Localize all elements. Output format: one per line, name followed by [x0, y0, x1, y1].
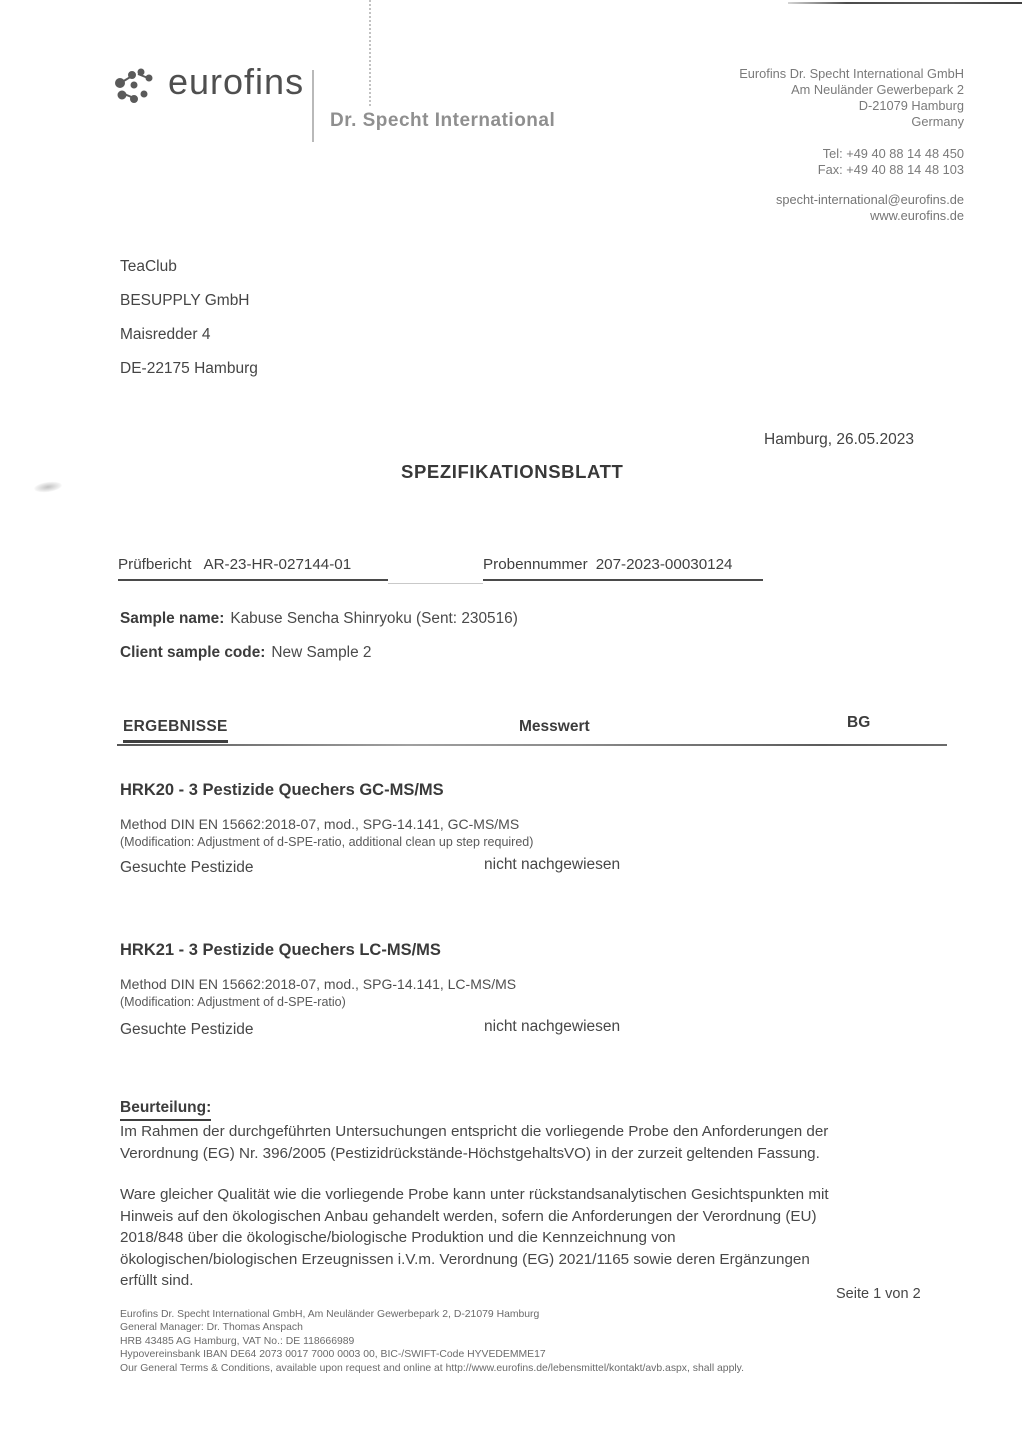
- scan-artifact-top-line: [788, 2, 1022, 4]
- recipient-line: BESUPPLY GmbH: [120, 292, 250, 309]
- logo-divider: [312, 70, 314, 142]
- results-header-rule: [117, 744, 947, 746]
- assessment-paragraph-2: [120, 1184, 829, 1292]
- footer-fine-print: [120, 1308, 744, 1375]
- scan-artifact-smudge: [33, 480, 62, 494]
- assessment-heading: Beurteilung:: [120, 1099, 211, 1121]
- probennummer-number: 207-2023-00030124: [595, 556, 733, 573]
- analyte-label: Gesuchte Pestizide: [120, 859, 254, 876]
- company-phone-block: [818, 146, 964, 178]
- method-modification: (Modification: Adjustment of d-SPE-ratio): [120, 995, 346, 1009]
- results-column-messwert: Messwert: [519, 718, 590, 735]
- recipient-line: TeaClub: [120, 258, 177, 275]
- method-modification: (Modification: Adjustment of d-SPE-ratio, additional clean up step required): [120, 835, 534, 849]
- assessment-line: Ware gleicher Qualität wie die vorliegende Probe kann unter rückstandsanalytischen Gesichtspunkten mit: [120, 1186, 829, 1203]
- results-column-ergebnisse: ERGEBNISSE: [123, 718, 228, 743]
- result-value: nicht nachgewiesen: [484, 856, 621, 873]
- assessment-line: Verordnung (EG) Nr. 396/2005 (Pestizidrückstände-HöchstgehaltsVO) in der zurzeit geltenden Fassung.: [120, 1144, 820, 1162]
- logo-wordmark: eurofins: [168, 61, 305, 102]
- company-email: specht-international@eurofins.de: [776, 192, 964, 207]
- company-address-block: [739, 66, 964, 130]
- assessment-paragraph-1: [120, 1121, 828, 1164]
- pruefbericht-field: [118, 556, 388, 581]
- recipient-address: [120, 250, 258, 386]
- company-website: www.eurofins.de: [870, 208, 964, 223]
- probennummer-label: Probennummer: [483, 556, 588, 573]
- method-reference: Method DIN EN 15662:2018-07, mod., SPG-14.141, LC-MS/MS: [120, 976, 517, 992]
- client-sample-code-label: Client sample code:: [120, 644, 266, 661]
- analyte-label: Gesuchte Pestizide: [120, 1021, 254, 1038]
- company-contact-block: [776, 192, 964, 224]
- sample-name-label: Sample name:: [120, 610, 225, 627]
- pruefbericht-number: AR-23-HR-027144-01: [203, 556, 352, 573]
- assessment-line: ökologischen/biologischen Erzeugnissen i.V.m. Verordnung (EG) 2021/1165 sowie deren Ergänzungen: [120, 1250, 810, 1268]
- footer-line: HRB 43485 AG Hamburg, VAT No.: DE 118666989: [120, 1335, 355, 1347]
- footer-line: Hypovereinsbank IBAN DE64 2073 0017 7000 0003 00, BIC-/SWIFT-Code HYVEDEMME17: [120, 1349, 546, 1361]
- company-country: Germany: [911, 114, 964, 129]
- result-value: nicht nachgewiesen: [484, 1018, 621, 1035]
- method-section-heading: HRK20 - 3 Pestizide Quechers GC-MS/MS: [120, 781, 444, 799]
- recipient-line: DE-22175 Hamburg: [120, 360, 258, 377]
- scan-artifact-faint-line: [388, 583, 483, 584]
- company-name: Eurofins Dr. Specht International GmbH: [739, 66, 964, 81]
- footer-line: Eurofins Dr. Specht International GmbH, Am Neuländer Gewerbepark 2, D-21079 Hamburg: [120, 1309, 540, 1320]
- eurofins-molecule-icon: [110, 64, 160, 114]
- logo-subtitle: Dr. Specht International: [330, 110, 556, 131]
- page-title: SPEZIFIKATIONSBLATT: [401, 461, 624, 482]
- page-number: Seite 1 von 2: [836, 1286, 921, 1302]
- logo: [110, 60, 304, 114]
- assessment-line: Im Rahmen der durchgeführten Untersuchungen entspricht die vorliegende Probe den Anforderungen der: [120, 1123, 829, 1140]
- footer-line: Our General Terms & Conditions, available upon request and online at http://www.eurofins.de/lebensmittel/kontakt/avb.aspx, shall apply.: [120, 1362, 744, 1374]
- results-column-bg: BG: [847, 714, 871, 731]
- pruefbericht-label: Prüfbericht: [118, 556, 192, 573]
- company-tel: Tel: +49 40 88 14 48 450: [822, 146, 964, 161]
- client-sample-code-row: [120, 644, 372, 662]
- company-city: D-21079 Hamburg: [858, 98, 964, 113]
- footer-line: General Manager: Dr. Thomas Anspach: [120, 1322, 303, 1334]
- scan-artifact-dotted-line: [369, 0, 371, 106]
- client-sample-code-value: New Sample 2: [271, 644, 372, 661]
- company-fax: Fax: +49 40 88 14 48 103: [817, 162, 964, 177]
- probennummer-field: [483, 556, 763, 581]
- method-section-heading: HRK21 - 3 Pestizide Quechers LC-MS/MS: [120, 941, 441, 959]
- method-reference: Method DIN EN 15662:2018-07, mod., SPG-14.141, GC-MS/MS: [120, 816, 520, 832]
- sample-name-value: Kabuse Sencha Shinryoku (Sent: 230516): [230, 610, 518, 627]
- company-street: Am Neuländer Gewerbepark 2: [791, 82, 964, 97]
- assessment-line: 2018/848 über die ökologische/biologische Produktion und die Kennzeichnung von: [120, 1229, 676, 1246]
- sample-name-row: [120, 610, 518, 628]
- assessment-line: Hinweis auf den ökologischen Anbau gehandelt werden, sofern die Anforderungen der Verordnung (EU): [120, 1207, 817, 1225]
- recipient-line: Maisredder 4: [120, 326, 211, 343]
- date-line: Hamburg, 26.05.2023: [764, 431, 914, 448]
- assessment-line: erfüllt sind.: [120, 1272, 194, 1289]
